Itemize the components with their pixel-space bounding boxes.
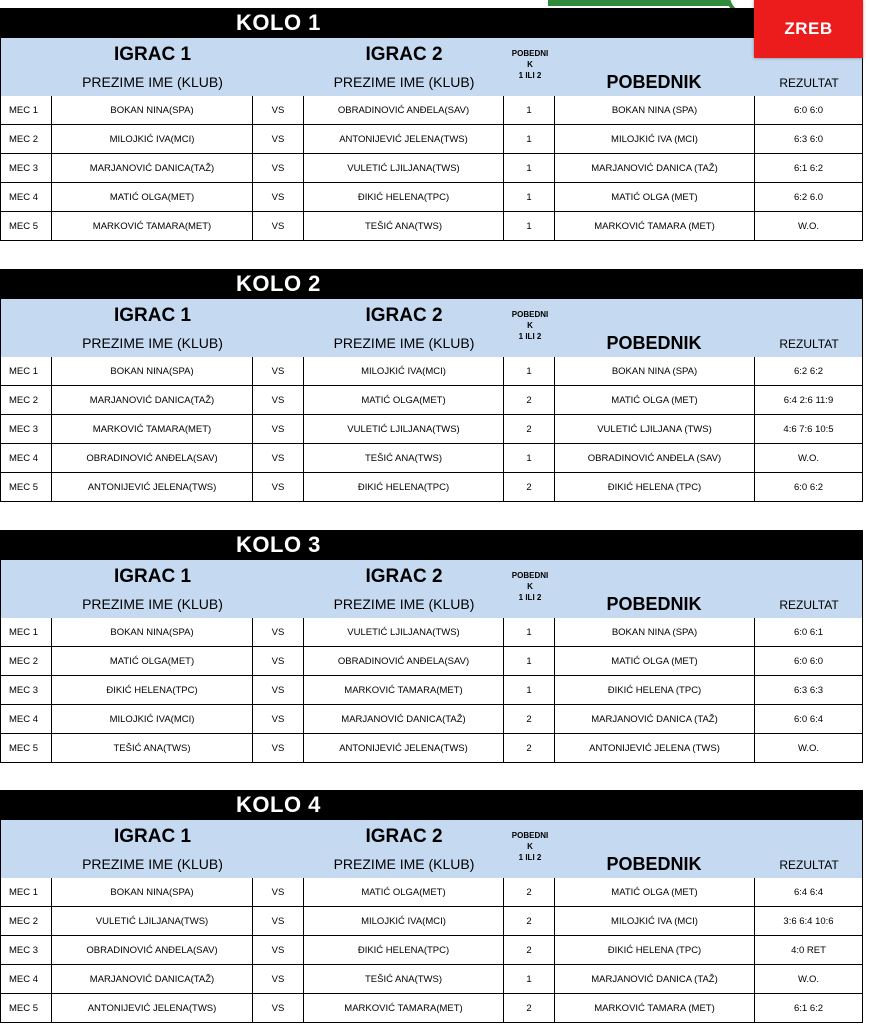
vs-label: VS <box>253 705 304 733</box>
col-igrac-1-subtitle: PREZIME IME (KLUB) <box>82 74 223 90</box>
player-2: ĐIKIĆ HELENA(TPC) <box>304 473 504 501</box>
winner-number: 2 <box>504 473 555 501</box>
match-number: MEC 1 <box>1 618 52 646</box>
winner-name: MARJANOVIĆ DANICA (TAŽ) <box>555 154 755 182</box>
table-row <box>0 618 863 647</box>
col-pobednik-k-line: K <box>527 60 533 69</box>
vs-label: VS <box>253 965 304 993</box>
col-pobednik-k <box>508 48 552 81</box>
col-rezultat: REZULTAT <box>779 76 839 90</box>
winner-number: 1 <box>504 154 555 182</box>
winner-name: MILOJKIĆ IVA (MCI) <box>555 907 755 935</box>
col-igrac-1-subtitle: PREZIME IME (KLUB) <box>82 335 223 351</box>
match-number: MEC 5 <box>1 473 52 501</box>
player-2: TEŠIĆ ANA(TWS) <box>304 965 504 993</box>
vs-label: VS <box>253 183 304 211</box>
col-pobednik-k <box>508 309 552 342</box>
winner-number: 2 <box>504 878 555 906</box>
winner-number: 1 <box>504 212 555 240</box>
player-1: BOKAN NINA(SPA) <box>52 618 253 646</box>
col-igrac-1: IGRAC 1 <box>113 305 192 326</box>
col-pobednik: POBEDNIK <box>606 72 702 92</box>
player-2: MATIĆ OLGA(MET) <box>304 878 504 906</box>
player-2: MARKOVIĆ TAMARA(MET) <box>304 994 504 1022</box>
col-rezultat: REZULTAT <box>779 598 839 612</box>
round-section <box>0 269 863 502</box>
col-pobednik-k-line: K <box>527 842 533 851</box>
vs-label: VS <box>253 994 304 1022</box>
player-2: OBRADINOVIĆ ANĐELA(SAV) <box>304 96 504 124</box>
col-pobednik: POBEDNIK <box>606 594 702 614</box>
match-number: MEC 1 <box>1 96 52 124</box>
col-pobednik-k-line: 1 ILI 2 <box>518 332 542 341</box>
col-pobednik-k-line: 1 ILI 2 <box>518 593 542 602</box>
vs-label: VS <box>253 907 304 935</box>
match-score: 6:1 6:2 <box>793 1002 824 1014</box>
player-1: ANTONIJEVIĆ JELENA(TWS) <box>52 994 253 1022</box>
match-score: 4:6 7:6 10:5 <box>783 423 834 435</box>
match-score: 6:0 6:2 <box>793 481 824 493</box>
table-row <box>0 415 863 444</box>
winner-name: MATIĆ OLGA (MET) <box>555 647 755 675</box>
match-score: 6:0 6:0 <box>793 655 824 667</box>
round-title: KOLO 2 <box>0 269 863 299</box>
zreb-button[interactable]: ZREB <box>754 0 863 58</box>
player-1: VULETIĆ LJILJANA(TWS) <box>52 907 253 935</box>
winner-number: 2 <box>504 994 555 1022</box>
table-header <box>0 38 863 96</box>
col-pobednik-k-line: POBEDNI <box>511 310 549 319</box>
player-1: MARJANOVIĆ DANICA(TAŽ) <box>52 965 253 993</box>
player-2: TEŠIĆ ANA(TWS) <box>304 212 504 240</box>
match-score: 6:0 6:4 <box>793 713 824 725</box>
col-pobednik-k <box>508 830 552 863</box>
col-pobednik: POBEDNIK <box>606 854 702 874</box>
match-score: 3:6 6:4 10:6 <box>783 915 834 927</box>
player-2: TEŠIĆ ANA(TWS) <box>304 444 504 472</box>
player-1: TEŠIĆ ANA(TWS) <box>52 734 253 762</box>
winner-number: 1 <box>504 96 555 124</box>
winner-name: MATIĆ OLGA (MET) <box>555 183 755 211</box>
player-2: VULETIĆ LJILJANA(TWS) <box>304 618 504 646</box>
match-number: MEC 4 <box>1 183 52 211</box>
col-igrac-2: IGRAC 2 <box>365 566 443 587</box>
winner-name: BOKAN NINA (SPA) <box>555 96 755 124</box>
col-pobednik-k-line: POBEDNI <box>511 571 549 580</box>
player-2: VULETIĆ LJILJANA(TWS) <box>304 154 504 182</box>
player-1: MATIĆ OLGA(MET) <box>52 183 253 211</box>
player-1: MILOJKIĆ IVA(MCI) <box>52 705 253 733</box>
round-title: KOLO 4 <box>0 790 863 820</box>
player-2: ANTONIJEVIĆ JELENA(TWS) <box>304 125 504 153</box>
player-2: MILOJKIĆ IVA(MCI) <box>304 907 504 935</box>
table-row <box>0 125 863 154</box>
col-igrac-2-subtitle: PREZIME IME (KLUB) <box>333 335 475 351</box>
winner-name: ĐIKIĆ HELENA (TPC) <box>555 473 755 501</box>
winner-number: 1 <box>504 183 555 211</box>
match-number: MEC 5 <box>1 212 52 240</box>
match-number: MEC 4 <box>1 444 52 472</box>
match-score: 6:1 6:2 <box>793 162 824 174</box>
player-1: BOKAN NINA(SPA) <box>52 878 253 906</box>
player-2: MILOJKIĆ IVA(MCI) <box>304 357 504 385</box>
player-1: MILOJKIĆ IVA(MCI) <box>52 125 253 153</box>
col-igrac-1-subtitle: PREZIME IME (KLUB) <box>82 596 223 612</box>
player-1: OBRADINOVIĆ ANĐELA(SAV) <box>52 936 253 964</box>
table-row <box>0 676 863 705</box>
col-igrac-1: IGRAC 1 <box>113 826 192 847</box>
table-header <box>0 820 863 878</box>
table-header <box>0 299 863 357</box>
col-pobednik-k-line: POBEDNI <box>511 831 549 840</box>
winner-number: 2 <box>504 415 555 443</box>
match-number: MEC 5 <box>1 994 52 1022</box>
col-igrac-1: IGRAC 1 <box>113 566 192 587</box>
table-row <box>0 357 863 386</box>
match-score: 4:0 RET <box>791 944 826 956</box>
winner-number: 1 <box>504 618 555 646</box>
match-score: 6:0 6:0 <box>793 104 824 116</box>
match-number: MEC 2 <box>1 386 52 414</box>
vs-label: VS <box>253 618 304 646</box>
table-row <box>0 907 863 936</box>
vs-label: VS <box>253 734 304 762</box>
table-row <box>0 965 863 994</box>
vs-label: VS <box>253 212 304 240</box>
vs-label: VS <box>253 878 304 906</box>
winner-number: 1 <box>504 125 555 153</box>
player-2: ANTONIJEVIĆ JELENA(TWS) <box>304 734 504 762</box>
round-title: KOLO 3 <box>0 530 863 560</box>
winner-number: 1 <box>504 676 555 704</box>
match-score: 6:2 6:2 <box>793 365 824 377</box>
winner-number: 2 <box>504 386 555 414</box>
col-pobednik-k-line: 1 ILI 2 <box>518 71 542 80</box>
winner-number: 2 <box>504 705 555 733</box>
winner-number: 1 <box>504 357 555 385</box>
player-2: ĐIKIĆ HELENA(TPC) <box>304 183 504 211</box>
match-score: 6:4 2:6 11:9 <box>783 394 834 406</box>
table-row <box>0 212 863 241</box>
winner-name: MATIĆ OLGA (MET) <box>555 878 755 906</box>
table-row <box>0 647 863 676</box>
match-number: MEC 2 <box>1 125 52 153</box>
col-rezultat: REZULTAT <box>779 858 839 872</box>
winner-name: OBRADINOVIĆ ANĐELA (SAV) <box>555 444 755 472</box>
vs-label: VS <box>253 386 304 414</box>
winner-name: MARKOVIĆ TAMARA (MET) <box>555 994 755 1022</box>
player-1: BOKAN NINA(SPA) <box>52 96 253 124</box>
match-score: 6:3 6:3 <box>793 684 824 696</box>
match-number: MEC 3 <box>1 936 52 964</box>
player-1: MARJANOVIĆ DANICA(TAŽ) <box>52 154 253 182</box>
vs-label: VS <box>253 154 304 182</box>
match-number: MEC 4 <box>1 965 52 993</box>
player-1: ĐIKIĆ HELENA(TPC) <box>52 676 253 704</box>
player-2: MATIĆ OLGA(MET) <box>304 386 504 414</box>
vs-label: VS <box>253 647 304 675</box>
table-row <box>0 878 863 907</box>
col-igrac-1-subtitle: PREZIME IME (KLUB) <box>82 856 223 872</box>
col-rezultat: REZULTAT <box>779 337 839 351</box>
player-1: MARJANOVIĆ DANICA(TAŽ) <box>52 386 253 414</box>
table-row <box>0 734 863 763</box>
col-igrac-2: IGRAC 2 <box>365 826 443 847</box>
table-row <box>0 154 863 183</box>
winner-name: MARJANOVIĆ DANICA (TAŽ) <box>555 965 755 993</box>
winner-name: MATIĆ OLGA (MET) <box>555 386 755 414</box>
player-1: MARKOVIĆ TAMARA(MET) <box>52 415 253 443</box>
vs-label: VS <box>253 473 304 501</box>
table-row <box>0 183 863 212</box>
winner-name: BOKAN NINA (SPA) <box>555 357 755 385</box>
vs-label: VS <box>253 96 304 124</box>
col-pobednik-k-line: K <box>527 582 533 591</box>
round-section <box>0 530 863 763</box>
table-header <box>0 560 863 618</box>
col-igrac-1: IGRAC 1 <box>113 44 192 65</box>
match-number: MEC 5 <box>1 734 52 762</box>
match-number: MEC 1 <box>1 878 52 906</box>
match-number: MEC 3 <box>1 154 52 182</box>
col-pobednik-k-line: 1 ILI 2 <box>518 853 542 862</box>
winner-name: MARKOVIĆ TAMARA (MET) <box>555 212 755 240</box>
match-score: 6:4 6:4 <box>793 886 824 898</box>
winner-number: 1 <box>504 965 555 993</box>
col-igrac-2: IGRAC 2 <box>365 44 443 65</box>
round-title: KOLO 1 <box>0 8 863 38</box>
match-score: 6:3 6:0 <box>793 133 824 145</box>
table-row <box>0 96 863 125</box>
vs-label: VS <box>253 676 304 704</box>
match-score: W.O. <box>797 742 820 754</box>
player-2: MARJANOVIĆ DANICA(TAŽ) <box>304 705 504 733</box>
winner-name: ĐIKIĆ HELENA (TPC) <box>555 676 755 704</box>
col-igrac-2-subtitle: PREZIME IME (KLUB) <box>333 856 475 872</box>
vs-label: VS <box>253 936 304 964</box>
winner-name: ĐIKIĆ HELENA (TPC) <box>555 936 755 964</box>
match-number: MEC 2 <box>1 907 52 935</box>
player-2: VULETIĆ LJILJANA(TWS) <box>304 415 504 443</box>
player-2: OBRADINOVIĆ ANĐELA(SAV) <box>304 647 504 675</box>
col-igrac-2: IGRAC 2 <box>365 305 443 326</box>
vs-label: VS <box>253 415 304 443</box>
vs-label: VS <box>253 125 304 153</box>
match-score: 6:0 6:1 <box>793 626 824 638</box>
round-section <box>0 8 863 241</box>
vs-label: VS <box>253 357 304 385</box>
player-1: MATIĆ OLGA(MET) <box>52 647 253 675</box>
header-green-strip <box>548 0 753 6</box>
winner-number: 2 <box>504 734 555 762</box>
match-score: W.O. <box>797 452 820 464</box>
col-igrac-2-subtitle: PREZIME IME (KLUB) <box>333 74 475 90</box>
winner-number: 1 <box>504 647 555 675</box>
winner-name: ANTONIJEVIĆ JELENA (TWS) <box>555 734 755 762</box>
player-2: MARKOVIĆ TAMARA(MET) <box>304 676 504 704</box>
table-row <box>0 705 863 734</box>
table-row <box>0 444 863 473</box>
col-pobednik-k-line: K <box>527 321 533 330</box>
player-1: ANTONIJEVIĆ JELENA(TWS) <box>52 473 253 501</box>
winner-name: VULETIĆ LJILJANA (TWS) <box>555 415 755 443</box>
round-section <box>0 790 863 1023</box>
player-1: OBRADINOVIĆ ANĐELA(SAV) <box>52 444 253 472</box>
col-pobednik-k <box>508 570 552 603</box>
match-number: MEC 3 <box>1 676 52 704</box>
match-score: W.O. <box>797 973 820 985</box>
match-score: 6:2 6.0 <box>793 191 824 203</box>
table-row <box>0 994 863 1023</box>
match-number: MEC 4 <box>1 705 52 733</box>
match-score: W.O. <box>797 220 820 232</box>
col-pobednik-k-line: POBEDNI <box>511 49 549 58</box>
table-row <box>0 473 863 502</box>
winner-name: BOKAN NINA (SPA) <box>555 618 755 646</box>
match-number: MEC 2 <box>1 647 52 675</box>
table-row <box>0 936 863 965</box>
vs-label: VS <box>253 444 304 472</box>
player-1: BOKAN NINA(SPA) <box>52 357 253 385</box>
winner-name: MILOJKIĆ IVA (MCI) <box>555 125 755 153</box>
col-pobednik: POBEDNIK <box>606 333 702 353</box>
match-number: MEC 3 <box>1 415 52 443</box>
winner-name: MARJANOVIĆ DANICA (TAŽ) <box>555 705 755 733</box>
table-row <box>0 386 863 415</box>
winner-number: 2 <box>504 936 555 964</box>
winner-number: 2 <box>504 907 555 935</box>
col-igrac-2-subtitle: PREZIME IME (KLUB) <box>333 596 475 612</box>
winner-number: 1 <box>504 444 555 472</box>
player-2: ĐIKIĆ HELENA(TPC) <box>304 936 504 964</box>
match-number: MEC 1 <box>1 357 52 385</box>
player-1: MARKOVIĆ TAMARA(MET) <box>52 212 253 240</box>
